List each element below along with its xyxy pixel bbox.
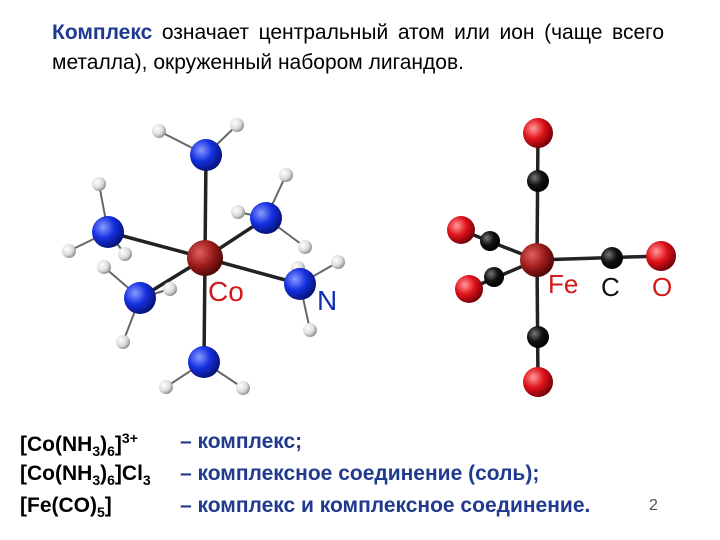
intro-definition: означает центральный атом или ион (чаще всего металла), окруженный набором лигандов. — [52, 21, 664, 74]
formula: $[Co(NH_3)_6]Cl_3$ — [20, 462, 151, 488]
term-complex: Комплекс — [52, 21, 153, 44]
label-co: Co — [208, 276, 244, 307]
page-number: 2 — [649, 497, 658, 514]
label-c: C — [601, 272, 620, 302]
formula-description: – комплекс; — [180, 430, 303, 453]
formula: $[Co(NH_3)_6]^{3+}$ — [20, 430, 138, 459]
formula-description: – комплекс и комплексное соединение. — [180, 494, 591, 517]
cobalt-complex-model — [62, 118, 345, 395]
iron-carbonyl-model — [447, 118, 676, 397]
formula-description: – комплексное соединение (соль); — [180, 462, 540, 485]
label-n: N — [317, 285, 338, 316]
label-o: O — [652, 272, 673, 302]
fe-c-o-bonds — [461, 133, 661, 382]
label-fe: Fe — [548, 269, 579, 299]
formula: $[Fe(CO)_5]$ — [20, 494, 112, 520]
cobalt-atom — [187, 240, 223, 276]
